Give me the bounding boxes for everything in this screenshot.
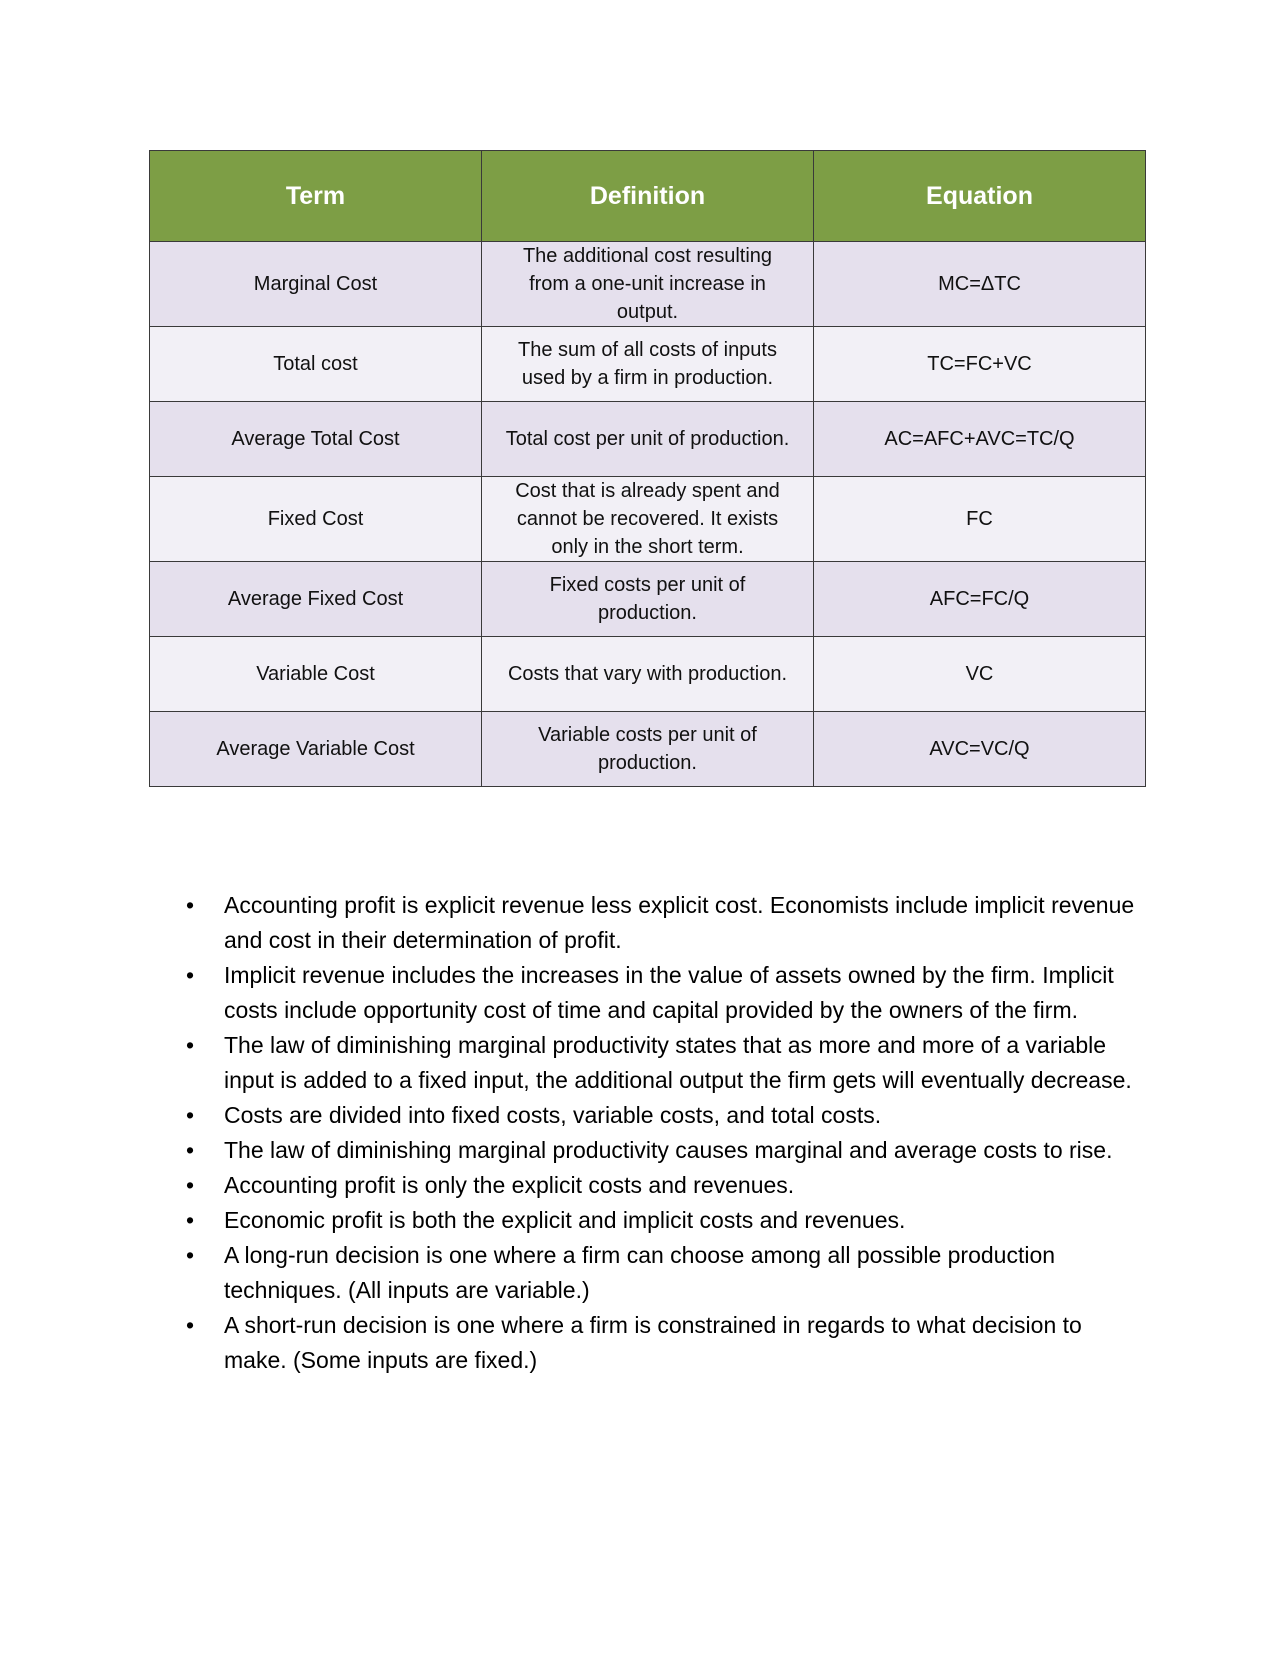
definition-cell: Cost that is already spent and cannot be recovered. It exists only in the short term. [482, 477, 814, 562]
bullet-icon: • [186, 1312, 195, 1338]
list-item-text: The law of diminishing marginal productivity states that as more and more of a variable input is added to a fixed input, the additional output the firm gets will eventually decrease. [224, 1032, 1132, 1093]
list-item [178, 1203, 1138, 1238]
bullet-icon: • [186, 1137, 195, 1163]
header-term: Term [150, 151, 482, 242]
term-cell: Total cost [150, 327, 482, 402]
bullet-icon: • [186, 1172, 195, 1198]
table-row [150, 327, 1146, 402]
list-item [178, 1238, 1138, 1308]
list-item-text: The law of diminishing marginal productivity causes marginal and average costs to rise. [224, 1137, 1113, 1163]
definition-cell: Costs that vary with production. [482, 637, 814, 712]
list-item-text: A short-run decision is one where a firm is constrained in regards to what decision to make. (Some inputs are fixed.) [224, 1312, 1082, 1373]
bullet-icon: • [186, 1207, 195, 1233]
header-equation: Equation [814, 151, 1146, 242]
equation-cell: AVC=VC/Q [814, 712, 1146, 787]
table-row [150, 637, 1146, 712]
equation-cell: MC=ΔTC [814, 242, 1146, 327]
table-row [150, 242, 1146, 327]
list-item [178, 1308, 1138, 1378]
term-cell: Average Variable Cost [150, 712, 482, 787]
table-header-row [150, 151, 1146, 242]
table-row [150, 402, 1146, 477]
bullet-icon: • [186, 1102, 195, 1128]
list-item-text: A long-run decision is one where a firm can choose among all possible production techniques. (All inputs are variable.) [224, 1242, 1056, 1303]
equation-cell: AC=AFC+AVC=TC/Q [814, 402, 1146, 477]
term-cell: Marginal Cost [150, 242, 482, 327]
list-item-text: Accounting profit is only the explicit costs and revenues. [224, 1172, 795, 1198]
definition-cell: Fixed costs per unit of production. [482, 562, 814, 637]
list-item [178, 1098, 1138, 1133]
term-cell: Variable Cost [150, 637, 482, 712]
list-item-text: Costs are divided into fixed costs, variable costs, and total costs. [224, 1102, 882, 1128]
list-item-text: Implicit revenue includes the increases in the value of assets owned by the firm. Implicit costs include opportunity cost of time and capital provided by the owners of the firm. [224, 962, 1114, 1023]
list-item [178, 1168, 1138, 1203]
equation-cell: FC [814, 477, 1146, 562]
header-definition: Definition [482, 151, 814, 242]
list-item [178, 1133, 1138, 1168]
list-item-text: Economic profit is both the explicit and implicit costs and revenues. [224, 1207, 906, 1233]
definition-cell: The additional cost resulting from a one-unit increase in output. [482, 242, 814, 327]
cost-terms-table [149, 150, 1146, 787]
definition-cell: Total cost per unit of production. [482, 402, 814, 477]
bullet-icon: • [186, 1242, 195, 1268]
equation-cell: TC=FC+VC [814, 327, 1146, 402]
equation-cell: VC [814, 637, 1146, 712]
bullet-icon: • [186, 962, 195, 988]
list-item [178, 888, 1138, 958]
definition-cell: Variable costs per unit of production. [482, 712, 814, 787]
list-item-text: Accounting profit is explicit revenue less explicit cost. Economists include implicit revenue and cost in their determination of profit. [224, 892, 1135, 953]
table-row [150, 477, 1146, 562]
bullet-icon: • [186, 892, 195, 918]
term-cell: Fixed Cost [150, 477, 482, 562]
equation-cell: AFC=FC/Q [814, 562, 1146, 637]
definition-cell: The sum of all costs of inputs used by a firm in production. [482, 327, 814, 402]
list-item [178, 958, 1138, 1028]
table-row [150, 562, 1146, 637]
term-cell: Average Fixed Cost [150, 562, 482, 637]
table-row [150, 712, 1146, 787]
list-item [178, 1028, 1138, 1098]
summary-bullet-list [178, 888, 1138, 1378]
term-cell: Average Total Cost [150, 402, 482, 477]
bullet-icon: • [186, 1032, 195, 1058]
